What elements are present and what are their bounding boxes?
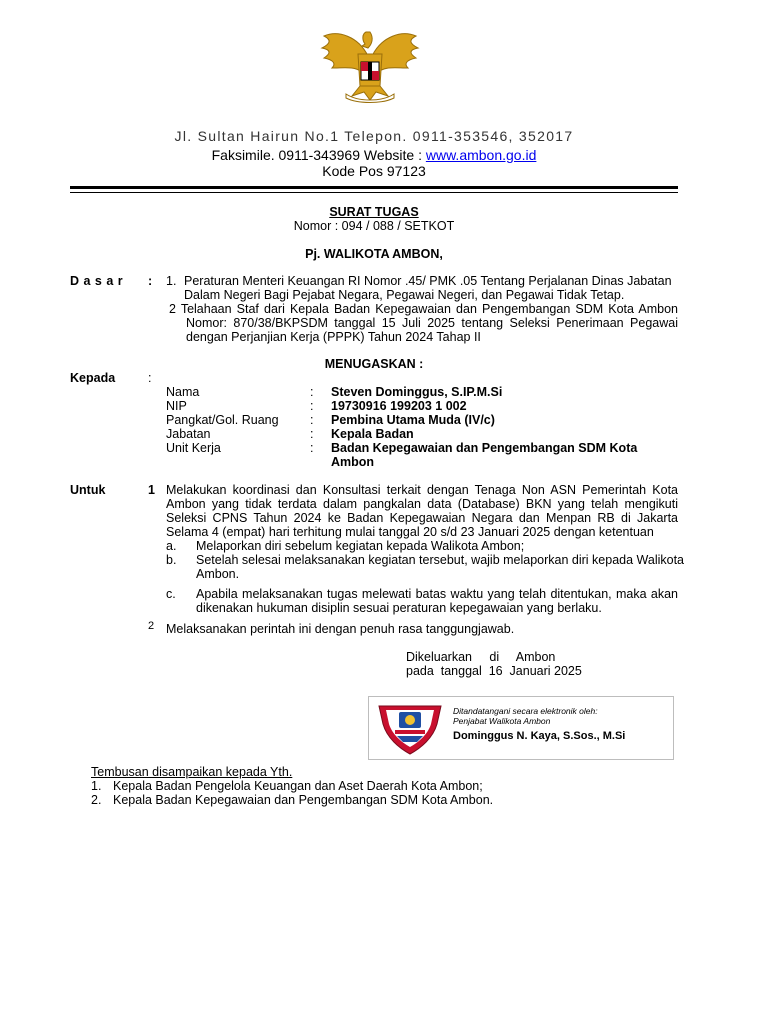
untuk-sub-c-line2: dikenakan hukuman disiplin sesuai peraturan kepegawaian yang berlaku. [196, 601, 602, 615]
letterhead-rule-thin [70, 192, 678, 193]
untuk-sub-b-line2: Ambon. [196, 567, 240, 581]
letterhead-rule-thick [70, 186, 678, 189]
dasar-item2-line2: Nomor: 870/38/BKPSDM tanggal 15 Juli 2025 tentang Seleksi Penerimaan Pegawai [186, 316, 678, 330]
tembusan-item-1-number: 1. [91, 779, 102, 793]
city-seal-icon [377, 700, 443, 756]
untuk-sub-b-line1: Setelah selesai melaksanakan kegiatan tersebut, wajib melaporkan diri kepada Walikota [196, 553, 685, 567]
dasar-item1-line2: Dalam Negeri Bagi Pejabat Negara, Pegawai Negeri, dan Pegawai Tidak Tetap. [184, 288, 625, 302]
untuk-label: Untuk [70, 483, 106, 497]
garuda-emblem-icon [318, 26, 422, 104]
kepada-value-nip: 19730916 199203 1 002 [331, 399, 467, 413]
kepada-field-nip: NIP [166, 399, 187, 413]
untuk-item1-line3: Seleksi CPNS Tahun 2024 ke Badan Kepegawaian Negara dan Menpan RB di Jakarta [166, 511, 678, 525]
kepada-colon-nip: : [310, 399, 314, 413]
menugaskan-heading: MENUGASKAN : [324, 357, 424, 371]
electronic-signature-box [368, 696, 674, 760]
kepada-colon: : [148, 371, 152, 385]
kepada-value-unit-kerja-line2: Ambon [331, 455, 375, 469]
untuk-sub-a-text: Melaporkan diri sebelum kegiatan kepada Walikota Ambon; [196, 539, 525, 553]
untuk-sub-b-label: b. [166, 553, 177, 567]
dasar-item2-line1: 2 Telahaan Staf dari Kepala Badan Kepegawaian dan Pengembangan SDM Kota Ambon [169, 302, 678, 316]
kepada-field-unit-kerja: Unit Kerja [166, 441, 221, 455]
kepada-field-nama: Nama [166, 385, 200, 399]
tembusan-heading: Tembusan disampaikan kepada Yth. [91, 765, 293, 779]
dasar-label: D a s a r [70, 274, 124, 288]
dasar-item1-line1: Peraturan Menteri Keuangan RI Nomor .45/ PMK .05 Tentang Perjalanan Dinas Jabatan [184, 274, 672, 288]
untuk-item2-number: 2 [148, 620, 155, 632]
letterhead-contact [70, 147, 678, 163]
untuk-sub-a-label: a. [166, 539, 177, 553]
untuk-item1-number: 1 [148, 483, 155, 497]
kepada-colon-nama: : [310, 385, 314, 399]
kepada-value-jabatan: Kepala Badan [331, 427, 414, 441]
document-title: SURAT TUGAS [329, 205, 419, 219]
untuk-item2-text: Melaksanakan perintah ini dengan penuh rasa tanggungjawab. [166, 622, 515, 636]
untuk-sub-c-line1: Apabila melaksanakan tugas melewati batas waktu yang telah ditentukan, maka akan [196, 587, 678, 601]
tembusan-item-2-number: 2. [91, 793, 102, 807]
dasar-item1-number: 1. [166, 274, 177, 288]
letterhead-postal: Kode Pos 97123 [322, 163, 426, 179]
kepada-value-unit-kerja: Badan Kepegawaian dan Pengembangan SDM Kota [331, 441, 638, 455]
kepada-value-nama: Steven Dominggus, S.IP.M.Si [331, 385, 503, 399]
signer-name: Dominggus N. Kaya, S.Sos., M.Si [453, 730, 626, 742]
issuer-title: Pj. WALIKOTA AMBON, [305, 247, 443, 261]
signature-caption-1: Ditandatangani secara elektronik oleh: [453, 706, 598, 716]
issued-date: pada tanggal 16 Januari 2025 [406, 664, 582, 678]
untuk-item1-line2: Ambon yang tidak terdata dalam pangkalan data (Database) BKN yang telah mengikuti [166, 497, 678, 511]
untuk-sub-c-label: c. [166, 587, 176, 601]
kepada-colon-jabatan: : [310, 427, 314, 441]
kepada-label: Kepada [70, 371, 116, 385]
tembusan-item-2-text: Kepala Badan Kepegawaian dan Pengembangan SDM Kota Ambon. [113, 793, 494, 807]
kepada-colon-unit-kerja: : [310, 441, 314, 455]
signature-caption-2: Penjabat Walikota Ambon [453, 716, 551, 726]
kepada-colon-pangkat: : [310, 413, 314, 427]
dasar-item2-line3: dengan Perjanjian Kerja (PPPK) Tahun 2024 Tahap II [186, 330, 481, 344]
untuk-item1-line1: Melakukan koordinasi dan Konsultasi terkait dengan Tenaga Non ASN Pemerintah Kota [166, 483, 678, 497]
untuk-item1-line4: Selama 4 (empat) hari terhitung mulai tanggal 20 s/d 23 Januari 2025 dengan ketentuan [166, 525, 654, 539]
letterhead-address: Jl. Sultan Hairun No.1 Telepon. 0911-353546, 352017 [174, 128, 574, 144]
document-number: Nomor : 094 / 088 / SETKOT [293, 219, 455, 233]
kepada-field-pangkat: Pangkat/Gol. Ruang [166, 413, 279, 427]
tembusan-item-1-text: Kepala Badan Pengelola Keuangan dan Aset Daerah Kota Ambon; [113, 779, 483, 793]
kepada-value-pangkat: Pembina Utama Muda (IV/c) [331, 413, 495, 427]
fax-text: Faksimile. 0911-343969 Website : [211, 147, 422, 163]
dasar-colon: : [148, 274, 153, 288]
website-link[interactable]: www.ambon.go.id [425, 147, 537, 163]
issued-place: Dikeluarkan di Ambon [406, 650, 556, 664]
kepada-field-jabatan: Jabatan [166, 427, 211, 441]
